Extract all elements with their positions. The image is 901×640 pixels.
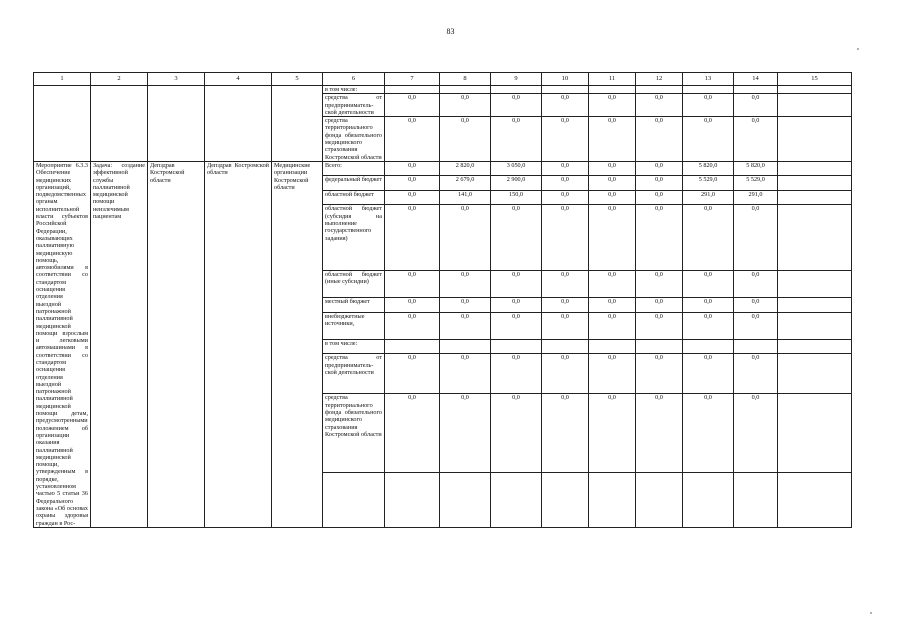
value-cell [589,339,636,353]
value-cell: 0,0 [683,94,734,117]
value-cell: 291,0 [734,190,778,204]
value-cell: 0,0 [385,298,440,312]
value-cell: 0,0 [491,117,542,162]
value-cell: 5 820,0 [734,161,778,175]
notes-cell [778,205,852,270]
value-cell: 0,0 [385,190,440,204]
value-cell: 0,0 [636,312,683,339]
value-cell: 5 529,0 [734,176,778,190]
value-cell: 0,0 [542,117,589,162]
value-cell: 0,0 [636,161,683,175]
value-cell: 0,0 [542,354,589,394]
value-cell: 0,0 [542,190,589,204]
notes-cell [778,354,852,394]
funding-source-label: местный бюджет [323,298,385,312]
value-cell: 0,0 [440,298,491,312]
notes-cell [778,298,852,312]
column-number-cell: 5 [272,73,323,86]
value-cell: 0,0 [440,394,491,472]
value-cell: 0,0 [542,394,589,472]
value-cell [636,339,683,353]
value-cell: 0,0 [734,394,778,472]
value-cell: 0,0 [683,312,734,339]
value-cell: 0,0 [734,270,778,297]
scan-speck [870,612,872,614]
value-cell [636,86,683,94]
funding-source-label: в том числе: [323,339,385,353]
empty-cell [205,86,272,162]
notes-cell [778,394,852,472]
value-cell: 0,0 [385,354,440,394]
column-number-cell: 4 [205,73,272,86]
value-cell: 0,0 [636,94,683,117]
notes-cell [778,176,852,190]
value-cell: 0,0 [589,312,636,339]
column-number-cell: 9 [491,73,542,86]
value-cell: 0,0 [542,161,589,175]
column-number-cell: 6 [323,73,385,86]
column-number-cell: 3 [148,73,205,86]
funding-source-label: федеральный бюджет [323,176,385,190]
value-cell: 0,0 [683,270,734,297]
value-cell: 0,0 [589,161,636,175]
value-cell [683,86,734,94]
value-cell: 0,0 [491,394,542,472]
value-cell: 0,0 [636,190,683,204]
value-cell: 150,0 [491,190,542,204]
table-row [34,86,852,94]
column-number-cell: 14 [734,73,778,86]
column-number-cell: 11 [589,73,636,86]
value-cell [589,86,636,94]
value-cell: 0,0 [589,270,636,297]
value-cell: 0,0 [385,270,440,297]
value-cell: 0,0 [385,394,440,472]
value-cell: 0,0 [683,354,734,394]
filler-cell [683,472,734,527]
value-cell [440,339,491,353]
value-cell: 0,0 [385,117,440,162]
header-row [34,73,852,86]
value-cell: 0,0 [589,298,636,312]
funding-source-label: средства территориального фонда обязательного медицинского страхования Костромской области [323,394,385,472]
value-cell: 0,0 [734,205,778,270]
funding-source-label: внебюджетные источники, [323,312,385,339]
value-cell: 0,0 [491,312,542,339]
value-cell: 0,0 [683,205,734,270]
value-cell: 0,0 [636,117,683,162]
value-cell: 0,0 [491,205,542,270]
column-number-cell: 12 [636,73,683,86]
table-row [34,161,852,175]
value-cell [542,339,589,353]
filler-cell [385,472,440,527]
funding-source-label: Всего: [323,161,385,175]
value-cell: 0,0 [636,394,683,472]
funding-source-label: областной бюджет [323,190,385,204]
value-cell: 0,0 [636,270,683,297]
coexecutor: Депздрав Костромской области [205,161,272,527]
value-cell: 0,0 [589,117,636,162]
value-cell: 0,0 [734,354,778,394]
value-cell [734,86,778,94]
funding-source-label: средства от предпринимательской деятельности [323,94,385,117]
value-cell [440,86,491,94]
value-cell: 0,0 [440,312,491,339]
filler-cell [542,472,589,527]
value-cell: 0,0 [440,117,491,162]
value-cell: 2 900,0 [491,176,542,190]
filler-cell [589,472,636,527]
value-cell: 0,0 [491,94,542,117]
filler-cell [440,472,491,527]
executor: Депздрав Костромской области [148,161,205,527]
funding-source-label: средства территориального фонда обязательного медицинского страхования Костромской области [323,117,385,162]
filler-cell [323,472,385,527]
task-description: Задача: создание эффективной службы паллиативной медицинской помощи неизлечимым пациентам [91,161,148,527]
value-cell: 0,0 [491,298,542,312]
value-cell [491,339,542,353]
funding-source-label: областной бюджет (субсидия на выполнение государственного задания) [323,205,385,270]
value-cell: 0,0 [542,270,589,297]
column-number-cell: 15 [778,73,852,86]
value-cell: 0,0 [683,298,734,312]
value-cell: 3 050,0 [491,161,542,175]
value-cell: 0,0 [589,190,636,204]
value-cell [385,339,440,353]
value-cell: 0,0 [636,205,683,270]
value-cell: 0,0 [440,94,491,117]
value-cell: 0,0 [734,94,778,117]
column-number-cell: 2 [91,73,148,86]
value-cell: 0,0 [683,394,734,472]
value-cell: 0,0 [542,312,589,339]
notes-cell [778,190,852,204]
value-cell: 0,0 [542,94,589,117]
funding-source-label: средства от предпринимательской деятельности [323,354,385,394]
value-cell: 5 820,0 [683,161,734,175]
value-cell: 0,0 [542,205,589,270]
value-cell: 141,0 [440,190,491,204]
value-cell: 0,0 [589,94,636,117]
scan-speck [857,48,859,50]
value-cell: 0,0 [440,205,491,270]
value-cell [491,86,542,94]
value-cell [683,339,734,353]
value-cell: 0,0 [491,270,542,297]
column-number-cell: 13 [683,73,734,86]
value-cell [734,339,778,353]
value-cell: 0,0 [542,298,589,312]
filler-cell [778,472,852,527]
value-cell: 0,0 [734,298,778,312]
value-cell [542,86,589,94]
funding-source-label: в том числе: [323,86,385,94]
value-cell: 0,0 [491,354,542,394]
value-cell: 0,0 [385,312,440,339]
page-number: 83 [446,27,455,36]
funding-source-label: областной бюджет (иные субсидии) [323,270,385,297]
column-number-cell: 10 [542,73,589,86]
filler-cell [491,472,542,527]
value-cell: 0,0 [636,298,683,312]
value-cell: 0,0 [440,354,491,394]
value-cell: 0,0 [589,176,636,190]
value-cell: 0,0 [734,312,778,339]
value-cell: 0,0 [542,176,589,190]
column-number-cell: 8 [440,73,491,86]
column-number-cell: 7 [385,73,440,86]
notes-cell [778,94,852,117]
value-cell: 0,0 [636,176,683,190]
participant: Медицинские организации Костромской области [272,161,323,527]
notes-cell [778,117,852,162]
value-cell [385,86,440,94]
notes-cell [778,86,852,94]
empty-cell [272,86,323,162]
value-cell: 0,0 [589,205,636,270]
value-cell: 0,0 [440,270,491,297]
value-cell: 2 820,0 [440,161,491,175]
empty-cell [34,86,91,162]
activity-description: Мероприятие 6.3.3 Обеспечение медицинских организаций, подведомственных органам исполнительной власти субъектов Российской Федерации, оказывающих паллиативную медицинскую помощь, автомобилями в соответствии со стандартом оснащения отделения выездной патронажной паллиативной медицинской помощи взрослым и легковыми автомашинами в соответствии со стандартом оснащения отделения выездной патронажной паллиативной медицинской помощи детам, предусмотренными положением об организации оказания паллиативной медицинской помощи, утвержденным в порядке, установленном частью 5 статьи 36 Федерального закона «Об основах охраны здоровья граждан в Рос- [34,161,91,527]
value-cell: 5 529,0 [683,176,734,190]
empty-cell [148,86,205,162]
notes-cell [778,161,852,175]
value-cell: 0,0 [385,176,440,190]
value-cell: 0,0 [589,394,636,472]
notes-cell [778,270,852,297]
value-cell: 0,0 [734,117,778,162]
notes-cell [778,339,852,353]
notes-cell [778,312,852,339]
budget-table [33,72,852,528]
value-cell: 0,0 [385,161,440,175]
value-cell: 2 679,0 [440,176,491,190]
empty-cell [91,86,148,162]
value-cell: 0,0 [636,354,683,394]
filler-cell [734,472,778,527]
value-cell: 0,0 [683,117,734,162]
value-cell: 0,0 [385,94,440,117]
value-cell: 0,0 [589,354,636,394]
value-cell: 0,0 [385,205,440,270]
value-cell: 291,0 [683,190,734,204]
column-number-cell: 1 [34,73,91,86]
filler-cell [636,472,683,527]
